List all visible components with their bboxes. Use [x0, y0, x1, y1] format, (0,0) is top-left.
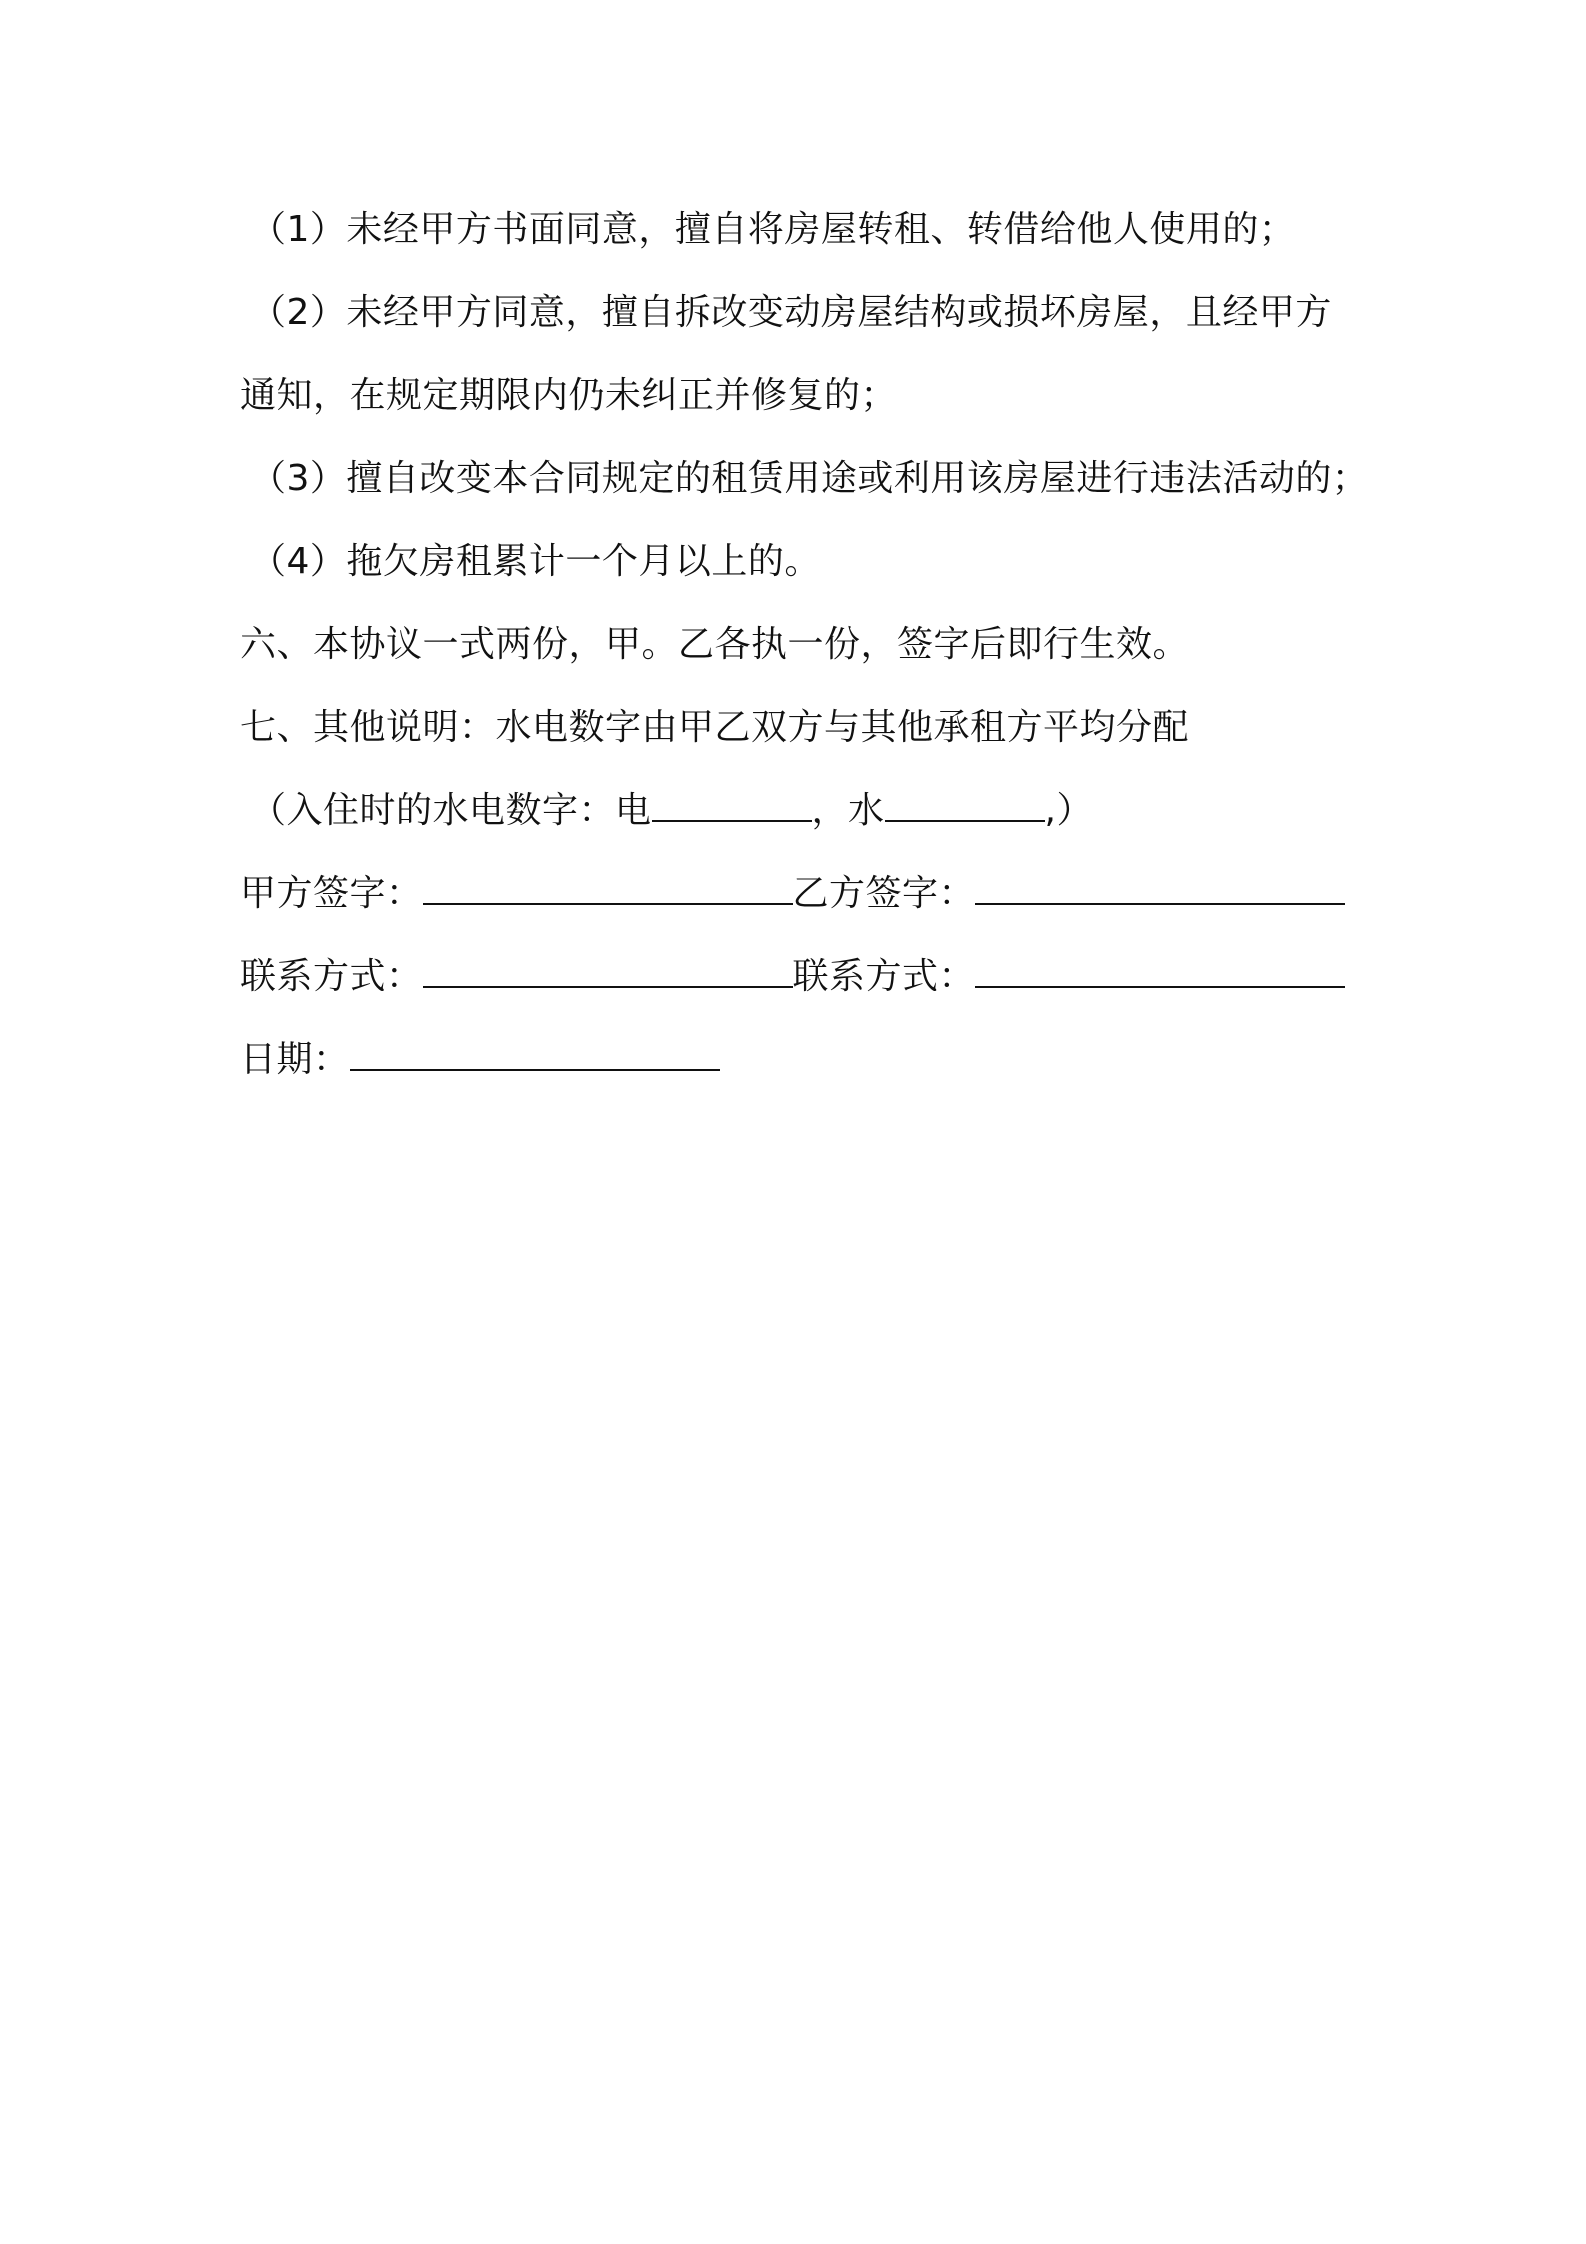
meter-mid: ，水: [811, 790, 885, 831]
signature-line: [240, 869, 1345, 919]
party-b-contact-label: 联系方式：: [792, 956, 976, 997]
party-b-contact-blank[interactable]: [975, 954, 1345, 988]
clause-3: （3）擅自改变本合同规定的租赁用途或利用该房屋进行违法活动的；: [250, 458, 1369, 499]
date-line: [240, 1035, 720, 1085]
meter-prefix: （入住时的水电数字：电: [250, 790, 652, 831]
clause-4: （4）拖欠房租累计一个月以上的。: [250, 541, 821, 582]
clause-2: （2）未经甲方同意，擅自拆改变动房屋结构或损坏房屋，且经甲方: [250, 292, 1332, 333]
clause-1: （1）未经甲方书面同意，擅自将房屋转租、转借给他人使用的；: [250, 209, 1296, 250]
section-6: 六、本协议一式两份，甲。乙各执一份，签字后即行生效。: [240, 624, 1190, 665]
party-a-contact-label: 联系方式：: [240, 956, 423, 997]
meter-suffix: ,）: [1044, 790, 1093, 831]
date-blank[interactable]: [350, 1037, 720, 1071]
water-blank[interactable]: [885, 788, 1045, 822]
meter-reading-line: [250, 786, 1093, 836]
party-a-signature-label: 甲方签字：: [240, 873, 423, 914]
party-b-signature-label: 乙方签字：: [792, 873, 976, 914]
electricity-blank[interactable]: [652, 788, 812, 822]
clause-2-continued: 通知，在规定期限内仍未纠正并修复的；: [240, 375, 898, 416]
contact-line: [240, 952, 1345, 1002]
party-a-signature-blank[interactable]: [423, 871, 793, 905]
date-label: 日期：: [240, 1039, 350, 1080]
party-b-signature-blank[interactable]: [975, 871, 1345, 905]
section-7: 七、其他说明：水电数字由甲乙双方与其他承租方平均分配: [240, 707, 1190, 748]
party-a-contact-blank[interactable]: [423, 954, 793, 988]
